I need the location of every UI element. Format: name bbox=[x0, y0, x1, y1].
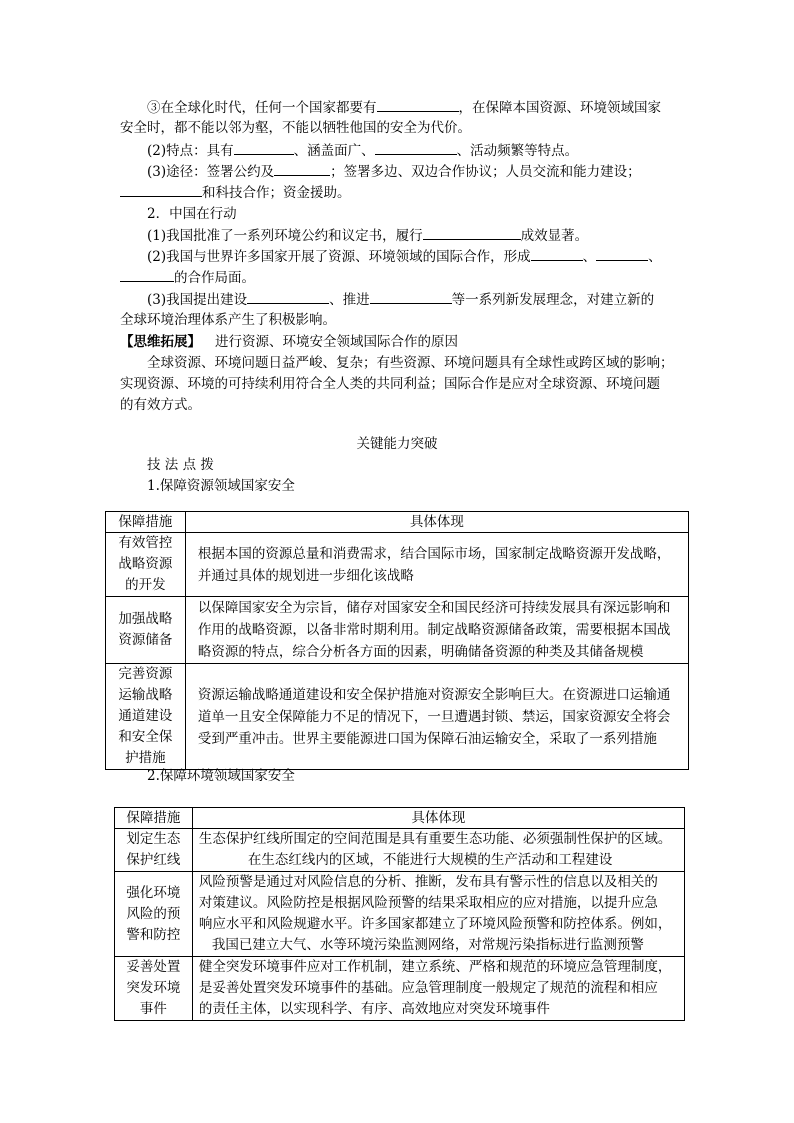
table1-caption: 1.保障资源领域国家安全 bbox=[147, 478, 295, 494]
table-header-row bbox=[106, 512, 689, 533]
table-row bbox=[115, 957, 685, 1021]
detail-cell: 健全突发环境事件应对工作机制，建立系统、严格和规范的环境应急管理制度， 是妥善处置突发环境事件的基础。应急管理制度一般规定了规范的流程和相应 的责任主体，以实现科学、有序、高效地应对突发环境事件 bbox=[192, 957, 684, 1021]
approaches-line: (3)途径：签署公约及 ；签署多边、双边合作协议；人员交流和能力建设； bbox=[147, 161, 641, 182]
china-item-2: (2)我国与世界许多国家开展了资源、环境领域的国际合作，形成 、 、 bbox=[147, 246, 662, 267]
measure-cell: 强化环境 风险的预 警和防控 bbox=[115, 872, 193, 957]
approaches-line-cont: 和科技合作；资金援助。 bbox=[120, 182, 351, 203]
measure-cell: 划定生态 保护红线 bbox=[115, 829, 193, 872]
china-item-1: (1)我国批准了一系列环境公约和议定书，履行 成效显著。 bbox=[147, 225, 588, 246]
fill-blank[interactable] bbox=[247, 289, 329, 304]
table2-caption: 2.保障环境领域国家安全 bbox=[147, 768, 295, 784]
section-heading-china: 2．中国在行动 bbox=[147, 206, 237, 222]
table-row bbox=[106, 664, 689, 770]
measure-cell: 妥善处置 突发环境 事件 bbox=[115, 957, 193, 1021]
paragraph-3-cont: 安全时，都不能以邻为壑，不能以牺牲他国的安全为代价。 bbox=[120, 120, 471, 136]
reason-line-1: 全球资源、环境问题日益严峻、复杂；有些资源、环境问题具有全球性或跨区域的影响； bbox=[147, 355, 674, 371]
table-row bbox=[115, 872, 685, 957]
fill-blank[interactable] bbox=[234, 140, 294, 155]
fill-blank[interactable] bbox=[120, 267, 174, 282]
environment-security-table bbox=[114, 807, 685, 1021]
fill-blank[interactable] bbox=[531, 246, 583, 261]
china-item-3: (3)我国提出建设 、推进 等一系列新发展理念，对建立新的 bbox=[147, 289, 654, 310]
measure-cell: 有效管控 战略资源 的开发 bbox=[106, 533, 186, 597]
header-measure: 保障措施 bbox=[115, 808, 193, 829]
table-row bbox=[115, 829, 685, 872]
fill-blank[interactable] bbox=[596, 246, 648, 261]
table-header-row bbox=[115, 808, 685, 829]
table-row bbox=[106, 533, 689, 597]
fill-blank[interactable] bbox=[274, 161, 330, 176]
detail-cell: 以保障国家安全为宗旨，储存对国家安全和国民经济可持续发展具有深远影响和 作用的战略资源，以备非常时期利用。制定战略资源储备政策，需要根据本国战 略资源的特点，综合分析各方面的因素，明确储备资源的种类及其储备规模 bbox=[185, 597, 688, 664]
reason-line-3: 的有效方式。 bbox=[120, 397, 201, 413]
table-row bbox=[106, 597, 689, 664]
fill-blank[interactable] bbox=[370, 289, 452, 304]
detail-cell: 风险预警是通过对风险信息的分析、推断，发布具有警示性的信息以及相关的 对策建议。风险防控是根据风险预警的结果采取相应的应对措施，以提升应急 响应水平和风险规避水平。许多国家都建立了环境风险预警和防控体系。例如， 我国已建立大气、水等环境污染监测网络，对常规污染指标进行监测预警 bbox=[192, 872, 684, 957]
detail-cell: 资源运输战略通道建设和安全保护措施对资源安全影响巨大。在资源进口运输通 道单一且安全保障能力不足的情况下，一旦遭遇封锁、禁运，国家资源安全将会 受到严重冲击。世界主要能源进口国为保障石油运输安全，采取了一系列措施 bbox=[185, 664, 688, 770]
detail-cell: 生态保护红线所围定的空间范围是具有重要生态功能、必须强制性保护的区域。 在生态红线内的区域，不能进行大规模的生产活动和工程建设 bbox=[192, 829, 684, 872]
thinking-expansion: 【思维拓展】 进行资源、环境安全领域国际合作的原因 bbox=[120, 334, 458, 350]
reason-line-2: 实现资源、环境的可持续利用符合全人类的共同利益；国际合作是应对全球资源、环境问题 bbox=[120, 376, 660, 392]
header-detail: 具体体现 bbox=[185, 512, 688, 533]
detail-cell: 根据本国的资源总量和消费需求，结合国际市场，国家制定战略资源开发战略， 并通过具体的规划进一步细化该战略 bbox=[185, 533, 688, 597]
china-item-3-cont: 全球环境治理体系产生了积极影响。 bbox=[120, 312, 336, 328]
measure-cell: 完善资源 运输战略 通道建设 和安全保 护措施 bbox=[106, 664, 186, 770]
fill-blank[interactable] bbox=[377, 97, 459, 112]
features-line: (2)特点：具有 、涵盖面广、 、活动频繁等特点。 bbox=[147, 140, 578, 161]
measure-cell: 加强战略 资源储备 bbox=[106, 597, 186, 664]
skill-title: 技 法 点 拨 bbox=[147, 457, 214, 473]
fill-blank[interactable] bbox=[423, 225, 521, 240]
paragraph-3: ③在全球化时代，任何一个国家都要有 ，在保障本国资源、环境领域国家 bbox=[147, 97, 661, 118]
fill-blank[interactable] bbox=[375, 140, 457, 155]
resource-security-table bbox=[105, 511, 689, 770]
header-measure: 保障措施 bbox=[106, 512, 186, 533]
china-item-2-cont: 的合作局面。 bbox=[120, 267, 255, 288]
header-detail: 具体体现 bbox=[192, 808, 684, 829]
fill-blank[interactable] bbox=[120, 182, 202, 197]
section-title: 关键能力突破 bbox=[356, 436, 438, 452]
